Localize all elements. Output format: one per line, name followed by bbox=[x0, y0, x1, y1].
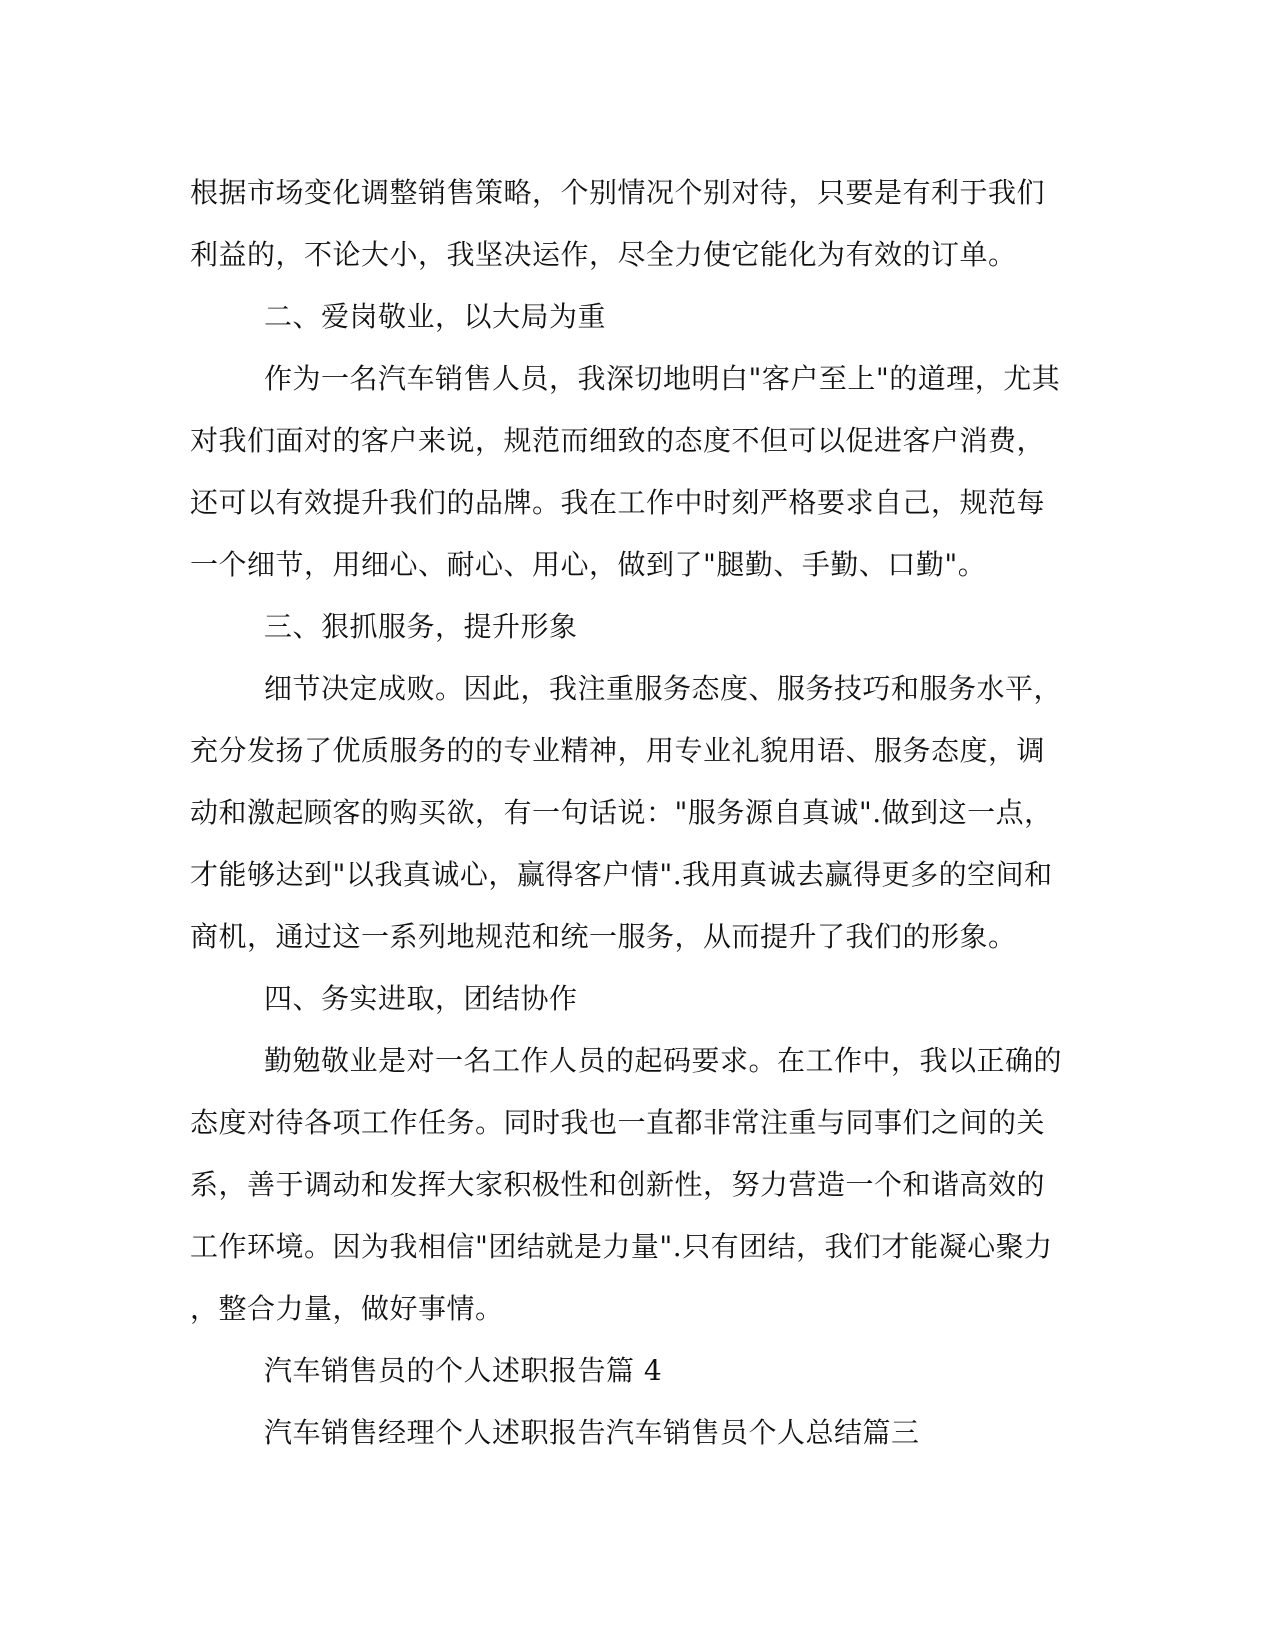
text-line: 根据市场变化调整销售策略，个别情况个别对待，只要是有利于我们 bbox=[190, 176, 1046, 209]
text-line: 勤勉敬业是对一名工作人员的起码要求。在工作中，我以正确的 bbox=[264, 1044, 1063, 1077]
text-line: 汽车销售经理个人述职报告汽车销售员个人总结篇三 bbox=[264, 1416, 920, 1449]
text-line: 才能够达到"以我真诚心，赢得客户情".我用真诚去赢得更多的空间和 bbox=[190, 858, 1053, 891]
text-line: 动和激起顾客的购买欲，有一句话说："服务源自真诚".做到这一点， bbox=[190, 796, 1053, 829]
text-line: 二、爱岗敬业，以大局为重 bbox=[264, 300, 607, 333]
document-body bbox=[190, 162, 1080, 1464]
text-line: 四、务实进取，团结协作 bbox=[264, 982, 578, 1015]
text-line: 作为一名汽车销售人员，我深切地明白"客户至上"的道理，尤其 bbox=[264, 362, 1061, 395]
text-line: 工作环境。因为我相信"团结就是力量".只有团结，我们才能凝心聚力 bbox=[190, 1230, 1053, 1263]
text-line: 对我们面对的客户来说，规范而细致的态度不但可以促进客户消费， bbox=[190, 424, 1046, 457]
text-line: 一个细节，用细心、耐心、用心，做到了"腿勤、手勤、口勤"。 bbox=[190, 548, 987, 581]
text-line: 态度对待各项工作任务。同时我也一直都非常注重与同事们之间的关 bbox=[190, 1106, 1046, 1139]
text-line: 细节决定成败。因此，我注重服务态度、服务技巧和服务水平， bbox=[264, 672, 1063, 705]
text-line: 商机，通过这一系列地规范和统一服务，从而提升了我们的形象。 bbox=[190, 920, 1017, 953]
text-line: 汽车销售员的个人述职报告篇 4 bbox=[264, 1354, 663, 1387]
text-line: 系，善于调动和发挥大家积极性和创新性，努力营造一个和谐高效的 bbox=[190, 1168, 1046, 1201]
text-line: 充分发扬了优质服务的的专业精神，用专业礼貌用语、服务态度，调 bbox=[190, 734, 1046, 767]
text-line: 还可以有效提升我们的品牌。我在工作中时刻严格要求自己，规范每 bbox=[190, 486, 1046, 519]
text-line: 利益的，不论大小，我坚决运作，尽全力使它能化为有效的订单。 bbox=[190, 238, 1017, 271]
text-line: 三、狠抓服务，提升形象 bbox=[264, 610, 578, 643]
text-line: ，整合力量，做好事情。 bbox=[190, 1292, 504, 1325]
